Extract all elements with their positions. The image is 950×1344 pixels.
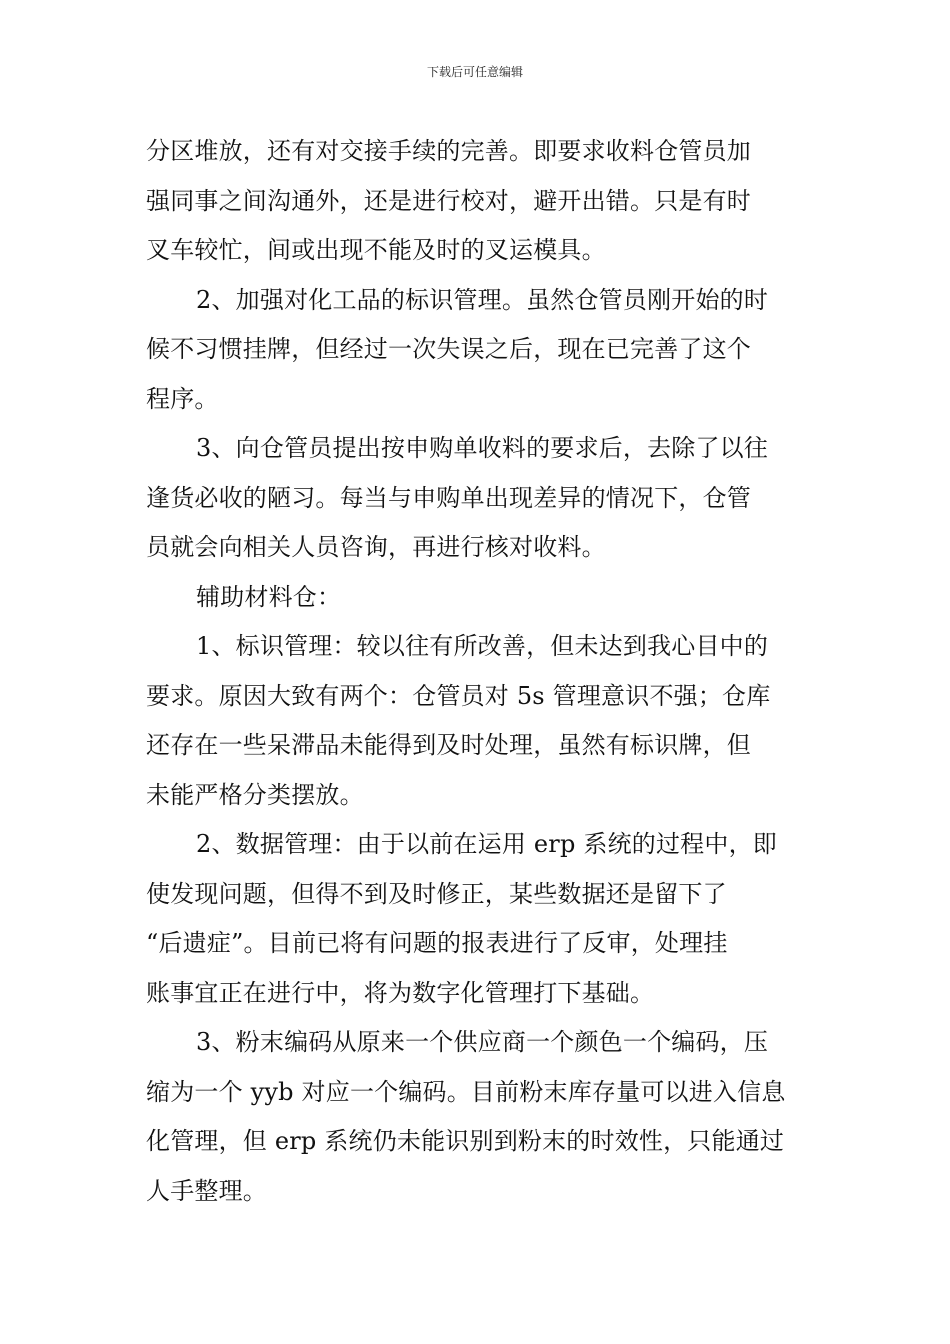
text-line: 化管理，但 erp 系统仍未能识别到粉末的时效性，只能通过: [146, 1127, 785, 1155]
text-line: 分区堆放，还有对交接手续的完善。即要求收料仓管员加: [146, 137, 751, 165]
text-line: 未能严格分类摆放。: [146, 780, 364, 809]
text-line: 逢货必收的陋习。每当与申购单出现差异的情况下，仓管: [146, 483, 751, 512]
text-line: 缩为一个 yyb 对应一个编码。目前粉末库存量可以进入信息: [146, 1077, 786, 1106]
text-line: 还存在一些呆滞品未能得到及时处理，虽然有标识牌，但: [146, 731, 751, 759]
text-line: 强同事之间沟通外，还是进行校对，避开出错。只是有时: [146, 186, 751, 215]
paragraph-start-line: 1、标识管理：较以往有所改善，但未达到我心目中的: [196, 632, 769, 660]
paragraph-start-line: 2、加强对化工品的标识管理。虽然仓管员刚开始的时: [196, 285, 769, 314]
text-line: 使发现问题，但得不到及时修正，某些数据还是留下了: [146, 879, 727, 908]
text-line: 要求。原因大致有两个：仓管员对 5s 管理意识不强；仓库: [146, 681, 771, 710]
paragraph-start-line: 2、数据管理：由于以前在运用 erp 系统的过程中，即: [196, 830, 777, 858]
section-heading: 辅助材料仓：: [196, 582, 342, 611]
paragraph-start-line: 3、向仓管员提出按申购单收料的要求后，去除了以往: [196, 434, 769, 462]
paragraph-start-line: 3、粉末编码从原来一个供应商一个颜色一个编码，压: [196, 1028, 769, 1056]
page-header: 下载后可任意编辑: [426, 65, 523, 79]
text-line: 叉车较忙，间或出现不能及时的叉运模具。: [146, 236, 606, 264]
text-line: 员就会向相关人员咨询，再进行核对收料。: [146, 533, 606, 561]
text-line: 候不习惯挂牌，但经过一次失误之后，现在已完善了这个: [146, 335, 751, 363]
text-line: 人手整理。: [146, 1176, 267, 1205]
text-line: “后遗症”。目前已将有问题的报表进行了反审，处理挂: [146, 929, 728, 957]
text-line: 账事宜正在进行中，将为数字化管理打下基础。: [146, 978, 655, 1007]
document-body: [146, 127, 806, 1216]
text-line: 程序。: [146, 384, 219, 413]
